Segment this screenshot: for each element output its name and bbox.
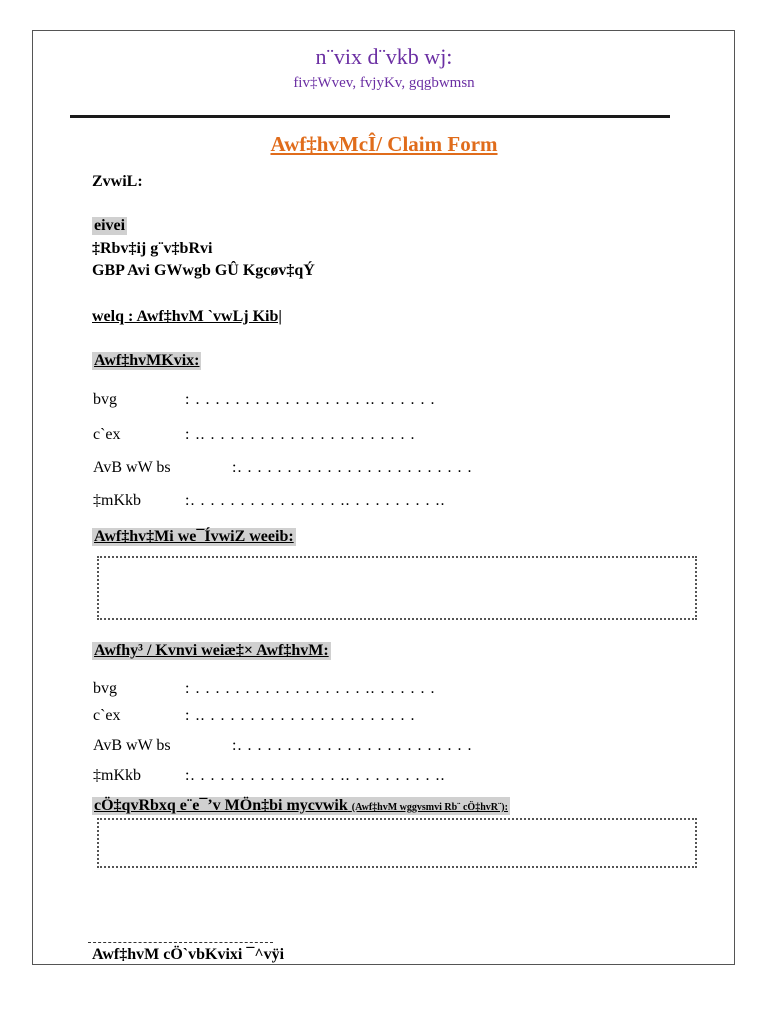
accused-name-field[interactable]: : . . . . . . . . . . . . . . . . . .. . . . . . . [185,680,436,697]
accused-id-label: AvB wW bs [93,737,171,754]
form-title: Awf‡hvMcÎ/ Claim Form [270,132,498,156]
accused-section-label: ‡mKkb [93,767,141,784]
signature-label: Awf‡hvM cÖ`vbKvixi ¯^vÿi [92,946,285,963]
accused-designation-label: c`ex [93,707,121,724]
recipient-line-1: ‡Rbv‡ij g¨v‡bRvi [92,240,213,257]
complaint-details-heading: Awf‡hv‡Mi we¯ÍvwiZ weeib: [94,528,294,545]
remedy-box[interactable] [97,818,697,868]
signature-line [88,942,273,943]
accused-section-field[interactable]: :. . . . . . . . . . . . . . . .. . . . . . . . . .. [185,767,446,784]
accused-id-field[interactable]: :. . . . . . . . . . . . . . . . . . . . . . . . [232,737,473,754]
complainant-section-label: ‡mKkb [93,492,141,509]
complainant-id-field[interactable]: :. . . . . . . . . . . . . . . . . . . . . . . . [232,459,473,476]
complainant-id-label: AvB wW bs [93,459,171,476]
complainant-designation-field[interactable]: : .. . . . . . . . . . . . . . . . . . . . . . [185,426,416,443]
complaint-details-box[interactable] [97,556,697,620]
date-label: ZvwiL: [92,173,143,190]
recipient-label: eivei [94,217,126,234]
accused-heading: Awfhy³ / Kvnvi weiæ‡× Awf‡hvM: [94,642,329,659]
complainant-name-field[interactable]: : . . . . . . . . . . . . . . . . . .. . . . . . . [185,391,436,408]
header-divider [70,115,670,118]
complainant-designation-label: c`ex [93,426,121,443]
remedy-heading-row [92,797,510,815]
complainant-heading: Awf‡hvMKvix: [94,352,200,369]
organization-name: n¨vix d¨vkb wj: [315,44,453,69]
accused-name-label: bvg [93,680,117,697]
complainant-name-label: bvg [93,391,117,408]
subject-line: welq : Awf‡hvM `vwLj Kib| [92,308,282,325]
remedy-heading: cÖ‡qvRbxq e¨e¯’v MÖn‡bi mycvwik [94,797,348,814]
complainant-section-field[interactable]: :. . . . . . . . . . . . . . . .. . . . . . . . . .. [185,492,446,509]
recipient-line-2: GBP Avi GWwgb GÛ Kgcøv‡qÝ [92,262,315,279]
organization-address: fiv‡Wvev, fvjyKv, gqgbwmsn [293,75,475,91]
accused-designation-field[interactable]: : .. . . . . . . . . . . . . . . . . . . . . . [185,707,416,724]
remedy-note: (Awf‡hvM wggvsmvi Rb¨ cÖ‡hvR¨): [351,802,508,813]
